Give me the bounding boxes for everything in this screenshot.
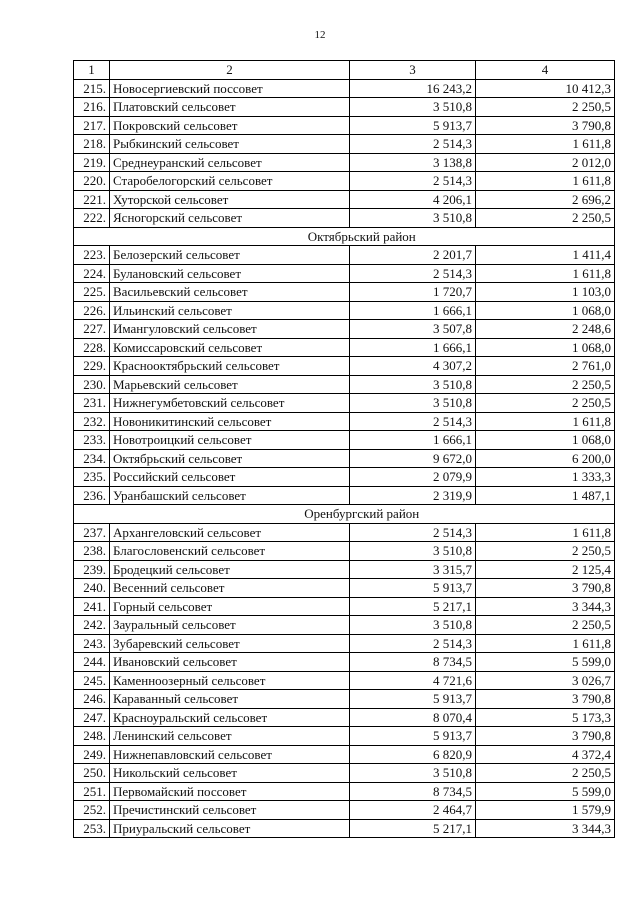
row-number: 219. — [74, 153, 110, 172]
table-row — [74, 338, 615, 357]
column-3-value: 1 666,1 — [350, 338, 476, 357]
column-4-value: 1 611,8 — [476, 634, 615, 653]
row-number: 227. — [74, 320, 110, 339]
row-number: 224. — [74, 264, 110, 283]
settlement-name: Нижнепавловский сельсовет — [110, 745, 350, 764]
page-number: 12 — [314, 29, 326, 41]
table-row — [74, 634, 615, 653]
column-4-value: 3 790,8 — [476, 579, 615, 598]
table-row — [74, 246, 615, 265]
column-3-value: 8 070,4 — [350, 708, 476, 727]
column-4-value: 1 103,0 — [476, 283, 615, 302]
settlement-name: Пречистинский сельсовет — [110, 801, 350, 820]
column-3-value: 1 666,1 — [350, 301, 476, 320]
settlement-name: Новоникитинский сельсовет — [110, 412, 350, 431]
column-4-value: 1 579,9 — [476, 801, 615, 820]
column-3-value: 5 913,7 — [350, 690, 476, 709]
table-row — [74, 708, 615, 727]
district-blank-cell — [74, 505, 110, 524]
column-4-value: 3 344,3 — [476, 597, 615, 616]
table-row — [74, 412, 615, 431]
district-name: Оренбургский район — [110, 505, 615, 524]
allocation-table — [73, 60, 615, 838]
column-3-value: 3 510,8 — [350, 394, 476, 413]
column-3-value: 2 514,3 — [350, 412, 476, 431]
header-cell-3: 3 — [350, 61, 476, 80]
table-row — [74, 523, 615, 542]
table-row — [74, 79, 615, 98]
row-number: 242. — [74, 616, 110, 635]
row-number: 245. — [74, 671, 110, 690]
column-4-value: 1 333,3 — [476, 468, 615, 487]
column-3-value: 6 820,9 — [350, 745, 476, 764]
settlement-name: Покровский сельсовет — [110, 116, 350, 135]
column-3-value: 3 510,8 — [350, 375, 476, 394]
column-4-value: 1 068,0 — [476, 338, 615, 357]
row-number: 228. — [74, 338, 110, 357]
row-number: 234. — [74, 449, 110, 468]
table-row — [74, 394, 615, 413]
table-row — [74, 468, 615, 487]
table-row — [74, 616, 615, 635]
column-3-value: 4 206,1 — [350, 190, 476, 209]
settlement-name: Марьевский сельсовет — [110, 375, 350, 394]
column-3-value: 8 734,5 — [350, 653, 476, 672]
table-row — [74, 301, 615, 320]
column-3-value: 5 217,1 — [350, 819, 476, 838]
row-number: 223. — [74, 246, 110, 265]
column-3-value: 2 514,3 — [350, 264, 476, 283]
district-row — [74, 227, 615, 246]
table-row — [74, 819, 615, 838]
column-4-value: 2 761,0 — [476, 357, 615, 376]
row-number: 244. — [74, 653, 110, 672]
column-4-value: 10 412,3 — [476, 79, 615, 98]
row-number: 229. — [74, 357, 110, 376]
table-row — [74, 542, 615, 561]
column-4-value: 2 250,5 — [476, 764, 615, 783]
column-3-value: 16 243,2 — [350, 79, 476, 98]
row-number: 236. — [74, 486, 110, 505]
settlement-name: Комиссаровский сельсовет — [110, 338, 350, 357]
column-4-value: 2 250,5 — [476, 394, 615, 413]
column-4-value: 2 250,5 — [476, 542, 615, 561]
settlement-name: Горный сельсовет — [110, 597, 350, 616]
settlement-name: Белозерский сельсовет — [110, 246, 350, 265]
settlement-name: Весенний сельсовет — [110, 579, 350, 598]
row-number: 230. — [74, 375, 110, 394]
row-number: 231. — [74, 394, 110, 413]
column-4-value: 5 599,0 — [476, 782, 615, 801]
table-row — [74, 782, 615, 801]
column-3-value: 3 510,8 — [350, 616, 476, 635]
table-row — [74, 449, 615, 468]
settlement-name: Новотроицкий сельсовет — [110, 431, 350, 450]
settlement-name: Приуральский сельсовет — [110, 819, 350, 838]
row-number: 226. — [74, 301, 110, 320]
column-3-value: 1 666,1 — [350, 431, 476, 450]
column-3-value: 3 510,8 — [350, 98, 476, 117]
settlement-name: Каменноозерный сельсовет — [110, 671, 350, 690]
column-3-value: 2 464,7 — [350, 801, 476, 820]
column-4-value: 2 250,5 — [476, 98, 615, 117]
settlement-name: Ясногорский сельсовет — [110, 209, 350, 228]
column-3-value: 5 913,7 — [350, 116, 476, 135]
settlement-name: Васильевский сельсовет — [110, 283, 350, 302]
settlement-name: Зубаревский сельсовет — [110, 634, 350, 653]
row-number: 238. — [74, 542, 110, 561]
column-4-value: 5 173,3 — [476, 708, 615, 727]
row-number: 250. — [74, 764, 110, 783]
column-4-value: 4 372,4 — [476, 745, 615, 764]
table-row — [74, 135, 615, 154]
row-number: 249. — [74, 745, 110, 764]
column-4-value: 1 068,0 — [476, 431, 615, 450]
column-3-value: 2 514,3 — [350, 523, 476, 542]
table-header-row — [74, 61, 615, 80]
column-3-value: 5 217,1 — [350, 597, 476, 616]
table-row — [74, 690, 615, 709]
settlement-name: Ивановский сельсовет — [110, 653, 350, 672]
column-4-value: 1 611,8 — [476, 135, 615, 154]
column-4-value: 1 611,8 — [476, 523, 615, 542]
settlement-name: Красноуральский сельсовет — [110, 708, 350, 727]
district-row — [74, 505, 615, 524]
column-4-value: 1 611,8 — [476, 412, 615, 431]
column-3-value: 5 913,7 — [350, 727, 476, 746]
settlement-name: Нижнегумбетовский сельсовет — [110, 394, 350, 413]
column-4-value: 1 611,8 — [476, 172, 615, 191]
table-row — [74, 153, 615, 172]
district-blank-cell — [74, 227, 110, 246]
column-4-value: 2 696,2 — [476, 190, 615, 209]
column-4-value: 2 012,0 — [476, 153, 615, 172]
row-number: 253. — [74, 819, 110, 838]
table-row — [74, 375, 615, 394]
row-number: 222. — [74, 209, 110, 228]
table-row — [74, 172, 615, 191]
column-4-value: 3 026,7 — [476, 671, 615, 690]
row-number: 225. — [74, 283, 110, 302]
settlement-name: Булановский сельсовет — [110, 264, 350, 283]
column-4-value: 1 611,8 — [476, 264, 615, 283]
column-3-value: 2 201,7 — [350, 246, 476, 265]
settlement-name: Уранбашский сельсовет — [110, 486, 350, 505]
settlement-name: Рыбкинский сельсовет — [110, 135, 350, 154]
column-4-value: 3 790,8 — [476, 116, 615, 135]
column-3-value: 4 721,6 — [350, 671, 476, 690]
column-4-value: 2 250,5 — [476, 375, 615, 394]
row-number: 218. — [74, 135, 110, 154]
row-number: 243. — [74, 634, 110, 653]
column-3-value: 3 507,8 — [350, 320, 476, 339]
settlement-name: Никольский сельсовет — [110, 764, 350, 783]
column-4-value: 2 250,5 — [476, 616, 615, 635]
row-number: 216. — [74, 98, 110, 117]
column-4-value: 2 250,5 — [476, 209, 615, 228]
row-number: 248. — [74, 727, 110, 746]
column-3-value: 3 510,8 — [350, 209, 476, 228]
column-4-value: 5 599,0 — [476, 653, 615, 672]
column-4-value: 2 125,4 — [476, 560, 615, 579]
settlement-name: Октябрьский сельсовет — [110, 449, 350, 468]
row-number: 252. — [74, 801, 110, 820]
table-row — [74, 597, 615, 616]
column-4-value: 3 790,8 — [476, 690, 615, 709]
row-number: 240. — [74, 579, 110, 598]
column-3-value: 3 510,8 — [350, 764, 476, 783]
settlement-name: Имангуловский сельсовет — [110, 320, 350, 339]
settlement-name: Хуторской сельсовет — [110, 190, 350, 209]
table-row — [74, 745, 615, 764]
column-3-value: 8 734,5 — [350, 782, 476, 801]
column-3-value: 2 514,3 — [350, 634, 476, 653]
header-cell-1: 1 — [74, 61, 110, 80]
table-row — [74, 431, 615, 450]
district-name: Октябрьский район — [110, 227, 615, 246]
column-3-value: 9 672,0 — [350, 449, 476, 468]
row-number: 217. — [74, 116, 110, 135]
table-row — [74, 801, 615, 820]
column-3-value: 3 510,8 — [350, 542, 476, 561]
table-row — [74, 671, 615, 690]
table-row — [74, 264, 615, 283]
row-number: 220. — [74, 172, 110, 191]
settlement-name: Ильинский сельсовет — [110, 301, 350, 320]
row-number: 251. — [74, 782, 110, 801]
settlement-name: Первомайский поссовет — [110, 782, 350, 801]
row-number: 239. — [74, 560, 110, 579]
table-row — [74, 653, 615, 672]
column-4-value: 1 068,0 — [476, 301, 615, 320]
column-4-value: 2 248,6 — [476, 320, 615, 339]
table-row — [74, 560, 615, 579]
column-4-value: 6 200,0 — [476, 449, 615, 468]
column-3-value: 4 307,2 — [350, 357, 476, 376]
row-number: 241. — [74, 597, 110, 616]
settlement-name: Старобелогорский сельсовет — [110, 172, 350, 191]
table-row — [74, 727, 615, 746]
column-4-value: 3 344,3 — [476, 819, 615, 838]
table-row — [74, 764, 615, 783]
table-row — [74, 190, 615, 209]
column-3-value: 2 079,9 — [350, 468, 476, 487]
settlement-name: Архангеловский сельсовет — [110, 523, 350, 542]
column-3-value: 3 315,7 — [350, 560, 476, 579]
row-number: 232. — [74, 412, 110, 431]
column-3-value: 1 720,7 — [350, 283, 476, 302]
header-cell-4: 4 — [476, 61, 615, 80]
settlement-name: Ленинский сельсовет — [110, 727, 350, 746]
table-row — [74, 357, 615, 376]
row-number: 233. — [74, 431, 110, 450]
row-number: 247. — [74, 708, 110, 727]
table-row — [74, 98, 615, 117]
table-row — [74, 320, 615, 339]
settlement-name: Новосергиевский поссовет — [110, 79, 350, 98]
table-row — [74, 116, 615, 135]
column-3-value: 2 319,9 — [350, 486, 476, 505]
settlement-name: Благословенский сельсовет — [110, 542, 350, 561]
table-row — [74, 283, 615, 302]
row-number: 237. — [74, 523, 110, 542]
row-number: 215. — [74, 79, 110, 98]
settlement-name: Среднеуранский сельсовет — [110, 153, 350, 172]
column-4-value: 3 790,8 — [476, 727, 615, 746]
table-row — [74, 579, 615, 598]
row-number: 246. — [74, 690, 110, 709]
table-row — [74, 486, 615, 505]
column-3-value: 2 514,3 — [350, 172, 476, 191]
header-cell-2: 2 — [110, 61, 350, 80]
column-4-value: 1 411,4 — [476, 246, 615, 265]
settlement-name: Краснооктябрьский сельсовет — [110, 357, 350, 376]
table-row — [74, 209, 615, 228]
settlement-name: Караванный сельсовет — [110, 690, 350, 709]
row-number: 221. — [74, 190, 110, 209]
settlement-name: Российский сельсовет — [110, 468, 350, 487]
settlement-name: Зауральный сельсовет — [110, 616, 350, 635]
column-3-value: 5 913,7 — [350, 579, 476, 598]
column-3-value: 3 138,8 — [350, 153, 476, 172]
column-3-value: 2 514,3 — [350, 135, 476, 154]
settlement-name: Платовский сельсовет — [110, 98, 350, 117]
row-number: 235. — [74, 468, 110, 487]
settlement-name: Бродецкий сельсовет — [110, 560, 350, 579]
column-4-value: 1 487,1 — [476, 486, 615, 505]
